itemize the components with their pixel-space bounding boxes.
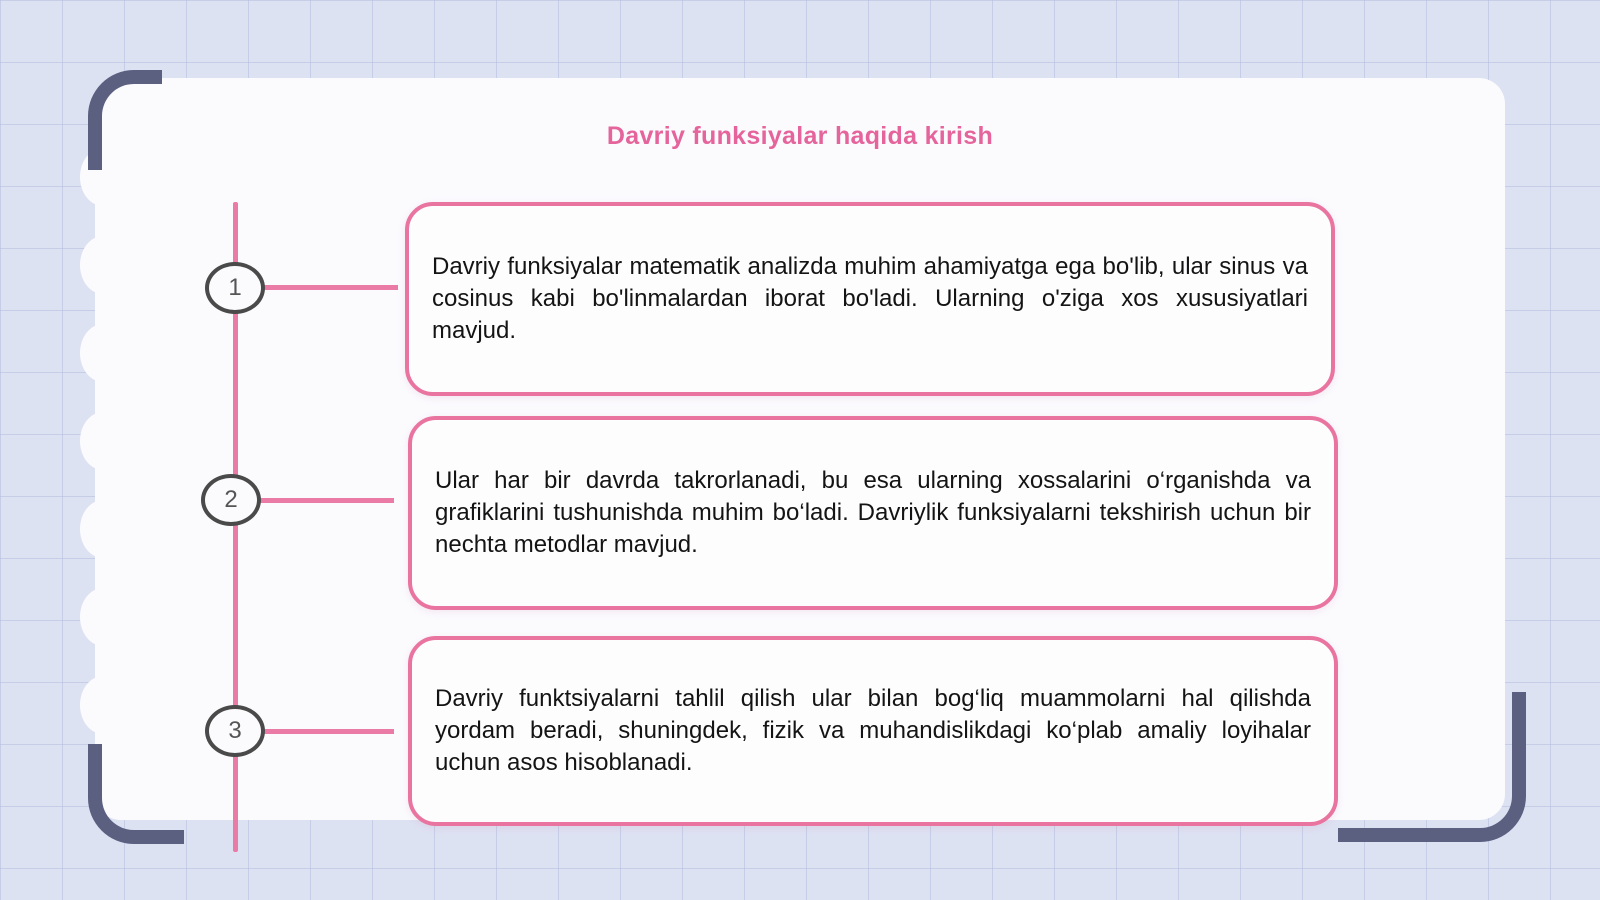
step-number-badge: 1 xyxy=(205,262,265,314)
timeline-text: Davriy funksiyalar matematik analizda muhim ahamiyatga ega bo'lib, ular sinus va cosinus kabi bo'linmalardan iborat bo'ladi. Ularning o'ziga xos xususiyatlari mavjud. xyxy=(432,253,1308,344)
corner-bracket-bottom-right xyxy=(1338,692,1526,842)
timeline-connector xyxy=(262,729,394,734)
timeline-text-box xyxy=(408,416,1338,610)
card-scallop xyxy=(80,412,126,470)
card-scallop xyxy=(80,324,126,382)
timeline-text-box xyxy=(405,202,1335,396)
timeline-connector xyxy=(262,285,398,290)
timeline-text-box xyxy=(408,636,1338,826)
card-scallop xyxy=(80,236,126,294)
page-title: Davriy funksiyalar haqida kirish xyxy=(606,122,994,150)
corner-bracket-top-left xyxy=(88,70,162,170)
card-scallop xyxy=(80,676,126,734)
timeline-text: Davriy funktsiyalarni tahlil qilish ular bilan bog‘liq muammolarni hal qilishda yordam beradi, shuningdek, fizik va muhandislikdagi ko‘plab amaliy loyihalar uchun asos hisoblanadi. xyxy=(435,685,1311,776)
step-number-badge: 3 xyxy=(205,705,265,757)
step-number-badge: 2 xyxy=(201,474,261,526)
timeline-text: Ular har bir davrda takrorlanadi, bu esa ularning xossalarini o‘rganishda va grafiklarini tushunishda muhim bo‘ladi. Davriylik funksiyalarni tekshirish uchun bir nechta metodlar mavjud. xyxy=(435,467,1311,558)
card-scallop xyxy=(80,588,126,646)
card-scallop xyxy=(80,500,126,558)
corner-bracket-bottom-left xyxy=(88,744,184,844)
timeline-connector xyxy=(260,498,394,503)
